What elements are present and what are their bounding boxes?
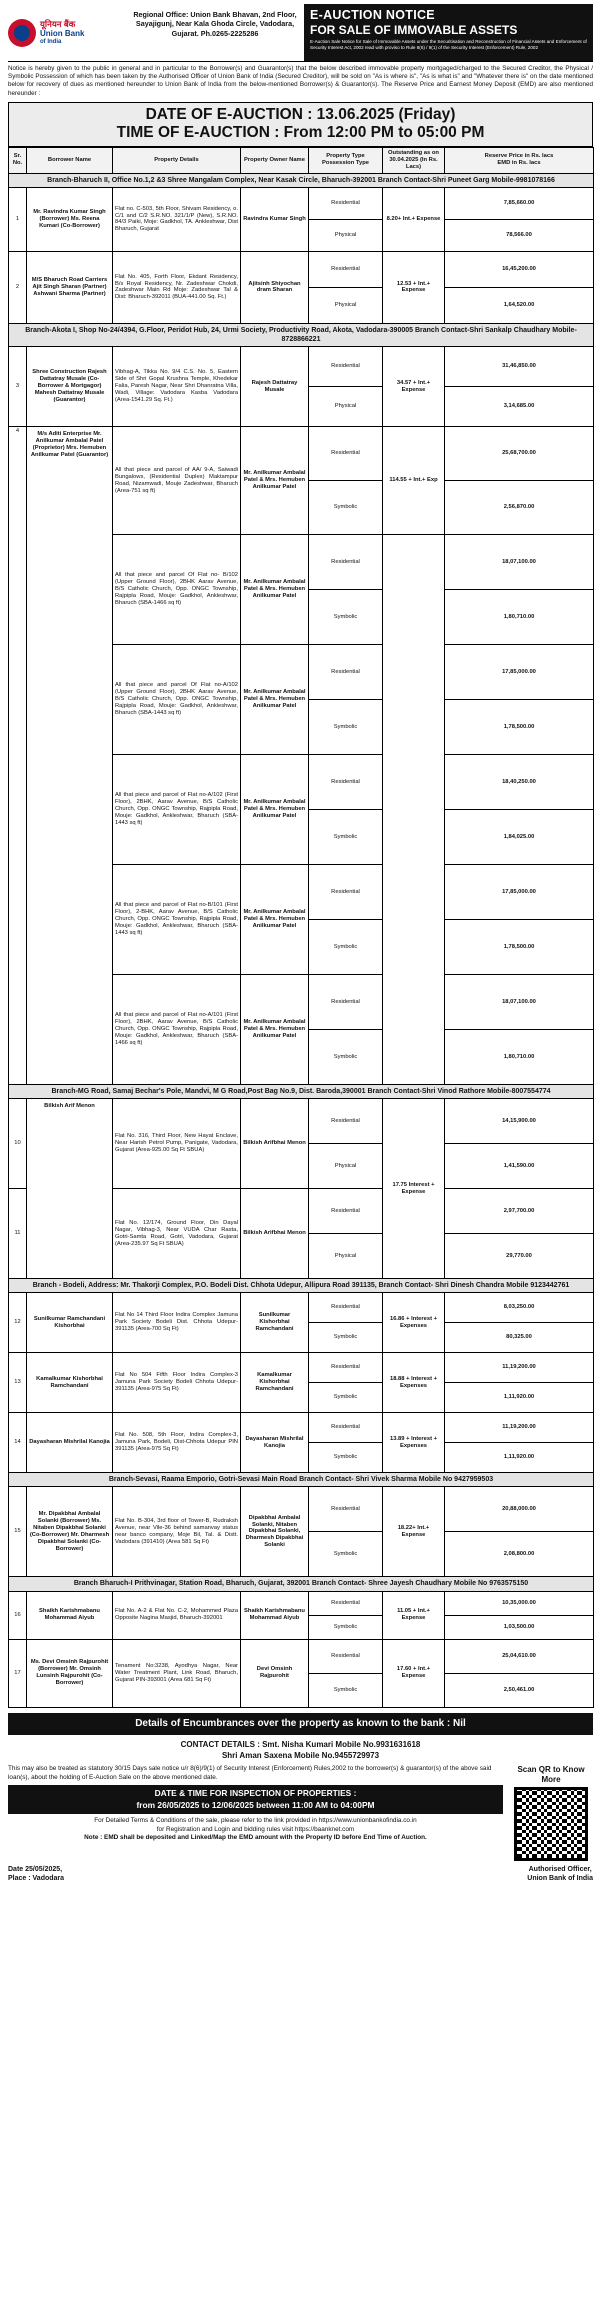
qr-label: Scan QR to Know More	[517, 1764, 585, 1784]
union-bank-logo-icon	[8, 19, 36, 47]
col-sr: Sr. No.	[9, 147, 27, 173]
table-row: All that piece and parcel of Flat no-A/102 (First Floor), 2BHK, Aarav Avenue, B/S Catholic Church, Opp. ONGC Township, Rajpipla Road, Mouje: Gadkhol, Ankleshwar, Bharuch (SBA-1443 sq ft) Mr. Anilkumar Ambalal Patel & Mrs. Hemuben Anilkumar Patel Residential 18,40,250.00	[9, 755, 594, 810]
branch-row: Branch-Akota I, Shop No-24/4394, G.Floor, Peridot Hub, 24, Urmi Society, Productivity Road, Akota, Vadodara-390005 Branch Contact-Shri Sankalp Chaudhary Mobile-8728866221	[9, 323, 594, 346]
table-row: 10 Bilkish Arif Menon Flat No. 316, Third Floor, New Hayat Enclave, Near Harish Petrol Pump, Panigate, Vadodara, Gujarat (Area-925.00 Sq Ft SBUA) Bilkish Arifbhai Menon Residential 17.75 Interest + Expense 14,15,900.00	[9, 1099, 594, 1144]
terms-text: For Detailed Terms & Conditions of the sale, please refer to the link provided in https://www.unionbankofindia.co.in for Registration and Login and bidding rules visit https://baanknet.com Note : EMD shall be deposited and Linked/Map the EMD amount with the Property ID before End Time of Auction.	[84, 1816, 427, 1842]
contact-details	[8, 1735, 593, 1765]
table-row: 17 Ms. Devi Omsinh Rajpurohit (Borrower) Mr. Omsinh Lunsinh Rajpurohit (Co-Borrower) Tenament No:3238, Ayodhya Nagar, Near Water Treatment Plant, Link Road, Bharuch, Gujarat PIN-393001 (Area 681 Sq Ft) Devi Omsinh Rajpurohit Residential 17.60 + Int.+ Expense 25,04,610.00	[9, 1639, 594, 1673]
table-row: All that piece and parcel of Flat no-A/101 (First Floor), 2BHK, Aarav Avenue, B/S Catholic Church, Opp. ONGC Township, Rajpipla Road, Mouje: Gadkhol, Ankleshwar, Bharuch (SBA-1466 sq ft) Mr. Anilkumar Ambalal Patel & Mrs. Hemuben Anilkumar Patel Residential 18,07,100.00	[9, 975, 594, 1030]
table-row: Symbolic 2,50,461.00	[9, 1673, 594, 1707]
table-row: Physical 29,770.00	[9, 1234, 594, 1279]
regional-office: Regional Office: Union Bank Bhavan, 2nd Floor, Sayajigunj, Near Kala Ghoda Circle, Vadodara, Gujarat. Ph.0265-2225286	[133, 10, 297, 38]
qr-section	[509, 1765, 593, 1861]
table-row: Symbolic 2,56,870.00	[9, 481, 594, 535]
inspection-banner: DATE & TIME FOR INSPECTION OF PROPERTIES : from 26/05/2025 to 12/06/2025 between 11:00 AM to 04:00PM	[8, 1785, 503, 1814]
notice-title-box	[304, 4, 593, 61]
encumbrances-banner: Details of Encumbrances over the property as known to the bank : Nil	[8, 1713, 593, 1735]
bank-name: Union Bank of India	[527, 1875, 593, 1883]
qr-code-icon[interactable]	[514, 1787, 588, 1861]
table-row: Symbolic 1,78,500.00	[9, 920, 594, 975]
contact-line-2: Shri Aman Saxena Mobile No.9455729973	[221, 1750, 380, 1760]
table-row: Symbolic 2,08,800.00	[9, 1532, 594, 1577]
footer	[8, 1865, 593, 1883]
authorised-officer: Authorised Officer,	[528, 1866, 592, 1874]
auction-time: TIME OF E-AUCTION : From 12:00 PM to 05:00 PM	[116, 124, 485, 142]
col-outstanding: Outstanding as on 30.04.2025 (In Rs. Lacs)	[383, 147, 445, 173]
bottom-section	[8, 1765, 593, 1861]
table-row: 12 Sunilkumar Ramchandani Kishorbhai Flat No 14 Third Floor Indira Complex Jamuna Park Society Bodeli Dist. Chhota Udepur-391135 (Area-700 Sq Ft) Sunilkumar Kishorbhai Ramchandani Residential 16.86 + Interest + Expenses 8,03,250.00	[9, 1293, 594, 1323]
table-row: Physical 1,41,590.00	[9, 1144, 594, 1189]
table-row: Symbolic 1,80,710.00	[9, 1030, 594, 1085]
table-row: Symbolic 1,78,500.00	[9, 700, 594, 755]
table-row: Symbolic 1,11,920.00	[9, 1443, 594, 1473]
statutory-notice: This may also be treated as statutory 30/15 Days sale notice u/r 8(6)/9(1) of Security Interest (Enforcement) Rules,2002 to the borrower(s) & guarantor(s) of the above said loan(s), about the holding of E-Auction Sale on the above mentioned date.	[8, 1764, 492, 1781]
notice-title: E-AUCTION NOTICE	[310, 8, 435, 22]
table-row: 1 Mr. Ravindra Kumar Singh (Borrower) Ms. Reena Kumari (Co-Borrower) Flat no. C-503, 5th Floor, Shivam Residency, o. C/1 and C/2 S.R.NO. 321/1/P (New), S.R.NO. 84/3 Paiki, Moje: Gadkhol, TA. Ankleshwar, Dist Bharuch, Gujarat Ravindra Kumar Singh Residential 8.20+ Int.+ Expense 7,85,660.00	[9, 187, 594, 219]
table-row: 4 M/s Aditi Enterprise Mr. Anilkumar Ambalal Patel (Proprietor) Mrs. Hemuben Anilkumar Patel (Guarantor) All that piece and parcel of AA/ 9-A, Saiwadi Bungalows, (Residential Duplex) Maktampur Road, Nizamwadi, Mouje Zadeshwar, Bharuch (Area-751 sq ft) Mr. Anilkumar Ambalal Patel & Mrs. Hemuben Anilkumar Patel Residential 114.55 + Int.+ Exp 25,68,700.00	[9, 427, 594, 481]
auction-date: DATE OF E-AUCTION : 13.06.2025 (Friday)	[145, 105, 456, 123]
table-row: Symbolic 1,03,500.00	[9, 1615, 594, 1639]
table-header	[9, 147, 594, 173]
auction-table	[8, 147, 594, 1708]
table-row: All that piece and parcel of Flat no-B/101 (First Floor), 2-BHK, Aarav Avenue, B/S Catholic Church, Opp. ONGC Township, Rajpipla Road, Mouje: Gadkhol, Ankleshwar, Bharuch (SBA-1443 sq ft) Mr. Anilkumar Ambalal Patel & Mrs. Hemuben Anilkumar Patel Residential 17,85,000.00	[9, 865, 594, 920]
notice-date: Date 25/05/2025,	[8, 1866, 63, 1874]
notice-place: Place : Vadodara	[8, 1875, 65, 1883]
table-row: 3 Shree Construction Rajesh Dattatray Musale (Co-Borrower & Mortgagor) Mahesh Dattatray Musale (Guarantor) Vibhag-A, Tikka No. 9/4 C.S. No. 5, Eastern Side of Shri Gopal Krushna Temple, Khedekar Falia, Paresh Nagar, Near Shri Dhanratna Villa, Wadi, Village: Vadodara Kasba Vadodara (Area-1541.29 Sq. Ft.) Rajesh Dattatray Musale Residential 34.57 + Int.+ Expense 31,46,850.00	[9, 347, 594, 387]
table-row: 14 Dayasharan Mishrilal Kanojia Flat No. 508, 5th Floor, Indira Complex-3, Jamuna Park, Bodeli, Dist-Chhota Udepur PIN 391135 (Area-975 Sq Ft) Dayasharan Mishrilal Kanojia Residential 13.89 + Interest + Expenses 11,19,200.00	[9, 1413, 594, 1443]
table-row: 15 Mr. Dipakbhai Ambalal Solanki (Borrower) Ms. Nitaben Dipakbhai Solanki (Co-Borrower) Mr. Dharmesh Dipakbhai Solanki (Co-Borrower) Flat No. B-304, 3rd floor of Tower-B, Rudraksh Avenue, near Vile-36 behind samanvay status near banco company, Moje Bil, Tal. & Distt. Vadodara (391410) (Area 581 Sq Ft) Dipakbhai Ambalal Solanki, Nitaben Dipakbhai Solanki, Dharmesh Dipakbhai Solanki Residential 18.22+ Int.+ Expense 20,88,000.00	[9, 1487, 594, 1532]
col-reserve: Reserve Price in Rs. lacs EMD in Rs. lacs	[445, 147, 594, 173]
table-row: Physical 78,566.00	[9, 219, 594, 251]
logo-sub: of India	[40, 38, 62, 45]
branch-row: Branch-Sevasi, Raama Emporio, Gotri-Sevasi Main Road Branch Contact- Shri Vivek Sharma Mobile No 9427959503	[9, 1473, 594, 1487]
notice-act-text: E-Auction Sale Notice for Sale of Immovable Assets under the Securitisation and Reconstruction of Financial Assets and Enforcement of Security Interest Act, 2002 read with proviso to Rule 8(6) / 9(1) of the Security Interest (Enforcement) Rule, 2002	[310, 39, 587, 50]
intro-paragraph: Notice is hereby given to the public in general and in particular to the Borrower(s) and Guarantor(s) that the below described immovable property mortgaged/charged to the Secured Creditor, the Physical / Symbolic Possession of which has been taken by the Authorised Officer of Union Bank of India (Secured Creditor), will be sold on "As is where is", "As is what is" and "Whatever there is" on the date mentioned below for recovery of dues as mentioned hereunder to Union Bank of India from the below-mentioned Borrower(s) & Guarantor(s). The Reserve Price and Earnest Money Deposit (EMD) are also mentioned hereunder :	[8, 65, 593, 97]
bank-logo	[8, 4, 126, 61]
table-row: 2 M/S Bharuch Road Carriers Ajit Singh Sharan (Partner) Ashwani Sharma (Partner) Flat No. 405, Forth Floor, Ekdant Residency, B/s Royal Residency, Nr. Zadeshwar Chokdi, Zadeshwar Main Rd Moje: Zadeshwar Tal & Dist: Bharuch-392011 (BUA-441.00 Sq. Ft.) Ajitsinh Shiyochan dram Sharan Residential 12.53 + Int.+ Expense 16,45,200.00	[9, 251, 594, 287]
table-row: Physical 3,14,685.00	[9, 387, 594, 427]
table-row: All that piece and parcel Of Flat no-A/102 (Upper Ground Floor), 2BHK Aarav Avenue, B/S Catholic Church, Opp. ONGC Township, Rajpipla Road, Mouje: Gadkhol, Ankleshwar, Bharuch (SBA-1443 sq ft) Mr. Anilkumar Ambalal Patel & Mrs. Hemuben Anilkumar Patel Residential 17,85,000.00	[9, 645, 594, 700]
table-row: 16 Shaikh Karishmabanu Mohammad Aiyub Flat No. A-2 & Flat No. C-2, Mohammed Plaza Opposite Nagina Masjid, Bharuch-392001 Shaikh Karishmabanu Mohammad Aiyub Residential 11.05 + Int.+ Expense 10,35,000.00	[9, 1591, 594, 1615]
col-details: Property Details	[113, 147, 241, 173]
logo-en: Union Bank	[40, 29, 85, 39]
branch-row: Branch - Bodeli, Address: Mr. Thakorji Complex, P.O. Bodeli Dist. Chhota Udepur, Allipura Road 391135, Branch Contact- Shri Dinesh Chandra Mobile 9123442761	[9, 1279, 594, 1293]
logo-hindi: यूनियन बैंक	[40, 18, 76, 29]
table-row: Symbolic 1,80,710.00	[9, 590, 594, 645]
contact-line-1: CONTACT DETAILS : Smt. Nisha Kumari Mobile No.9931631618	[180, 1739, 421, 1749]
table-row: Physical 1,64,520.00	[9, 287, 594, 323]
table-row: Symbolic 1,11,920.00	[9, 1383, 594, 1413]
notice-subtitle: FOR SALE OF IMMOVABLE ASSETS	[310, 23, 518, 37]
table-row: Symbolic 1,84,025.00	[9, 810, 594, 865]
branch-row: Branch-MG Road, Samaj Bechar's Pole, Mandvi, M G Road,Post Bag No.9, Dist. Baroda,390001 Branch Contact-Shri Vinod Rathore Mobile-8007554774	[9, 1085, 594, 1099]
table-row: Symbolic 80,325.00	[9, 1323, 594, 1353]
table-row: 11 Flat No. 12/174, Ground Floor, Din Dayal Nagar, Vibhag-3, Near VUDA Char Rasta, Gotri-Samta Road, Gotri, Vadodara, Gujarat (Area-235.97 Sq Ft SBUA) Bilkish Arifbhai Menon Residential 2,97,700.00	[9, 1189, 594, 1234]
col-type: Property Type Possession Type	[309, 147, 383, 173]
table-row: All that piece and parcel Of Flat no- B/102 (Upper Ground Floor), 2BHK Aarav Avenue, B/S Catholic Church, Opp. ONGC Township, Rajpipla Road, Mouje: Gadkhol, Ankleshwar, Bharuch (SBA-1466 sq ft) Mr. Anilkumar Ambalal Patel & Mrs. Hemuben Anilkumar Patel Residential 18,07,100.00	[9, 535, 594, 590]
header	[8, 4, 593, 62]
table-row: 13 Kamalkumar Kishorbhai Ramchandani Flat No 504 Fifth Floor Indira Complex-3 Jamuna Park Society Bodeli Chhota Udepur-391135 (Area-975 Sq Ft) Kamalkumar Kishorbhai Ramchandani Residential 18.88 + Interest + Expenses 11,19,200.00	[9, 1353, 594, 1383]
auction-date-banner	[8, 102, 593, 147]
branch-row: Branch-Bharuch II, Office No.1,2 &3 Shree Mangalam Complex, Near Kasak Circle, Bharuch-392001 Branch Contact-Shri Puneet Garg Mobile-9981078166	[9, 173, 594, 187]
branch-row: Branch Bharuch-I Prithvinagar, Station Road, Bharuch, Gujarat, 392001 Branch Contact- Shree Jayesh Chaudhary Mobile No 9763575150	[9, 1577, 594, 1591]
col-borrower: Borrower Name	[27, 147, 113, 173]
col-owner: Property Owner Name	[241, 147, 309, 173]
